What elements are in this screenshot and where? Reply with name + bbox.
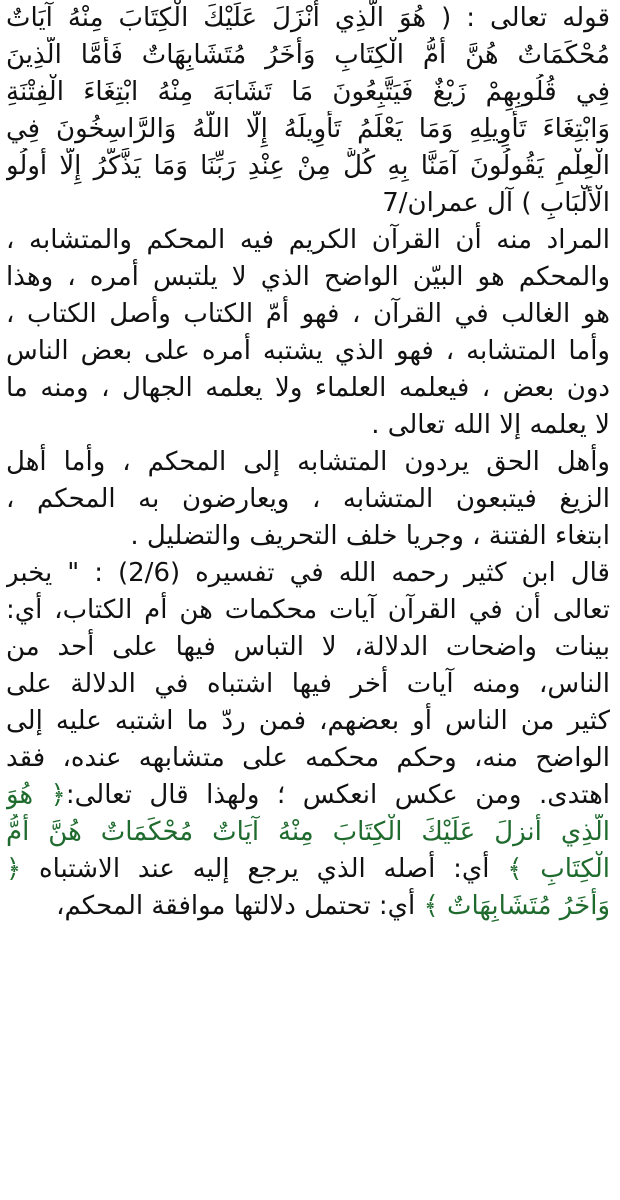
text-line: تعالى أن في القرآن آيات محكمات هن أم الكتاب، أي:: [6, 595, 610, 625]
text-line: الواضح منه، وحكم محكمه على متشابهه عنده، فقد: [6, 743, 610, 773]
quran-quote-paragraph: [6, 0, 610, 222]
text-line: [6, 888, 610, 925]
text-line: وَابْتِغَاءَ تَأْوِيلِهِ وَمَا يَعْلَمُ تَأْوِيلَهُ إِلَّا اللَّهُ وَالرَّاسِخُونَ فِي: [6, 114, 610, 144]
text-line: الْأَلْبَابِ ) آل عمران/7: [382, 188, 610, 218]
text-line: دون بعض ، فيعلمه العلماء ولا يعلمه الجهال ، ومنه ما: [6, 373, 610, 403]
text-line: فِي قُلُوبِهِمْ زَيْغٌ فَيَتَّبِعُونَ مَا تَشَابَهَ مِنْهُ ابْتِغَاءَ الْفِتْنَةِ: [6, 77, 610, 107]
text-line: ابتغاء الفتنة ، وجريا خلف التحريف والتضليل .: [130, 521, 610, 551]
text-line: هو الغالب في القرآن ، فهو أمّ الكتاب وأصل الكتاب ،: [6, 299, 610, 329]
line-text: اهتدى. ومن عكس انعكس ؛ ولهذا قال تعالى:: [65, 780, 610, 810]
explanation-paragraph: [6, 222, 610, 444]
line-text: أي: تحتمل دلالتها موافقة المحكم،: [56, 891, 424, 921]
text-line: قوله تعالى : ( هُوَ الَّذِي أَنْزَلَ عَلَيْكَ الْكِتَابَ مِنْهُ آيَاتٌ: [6, 3, 610, 33]
verse-quote-inline: ﴿ هُوَ: [6, 780, 66, 810]
text-line: وأهل الحق يردون المتشابه إلى المحكم ، وأما أهل: [6, 447, 610, 477]
text-line: مُحْكَمَاتٌ هُنَّ أُمُّ الْكِتَابِ وَأُخَرُ مُتَشَابِهَاتٌ فَأَمَّا الَّذِينَ: [6, 40, 610, 70]
verse-quote-inline: وَأُخَرُ مُتَشَابِهَاتٌ ﴾: [423, 891, 610, 921]
text-line: الْعِلْمِ يَقُولُونَ آمَنَّا بِهِ كُلٌّ مِنْ عِنْدِ رَبِّنَا وَمَا يَذَّكَّرُ إِلَّا أُولُو: [6, 151, 610, 181]
text-line: وأما المتشابه ، فهو الذي يشتبه أمره على بعض الناس: [6, 336, 610, 366]
text-line: الزيغ فيتبعون المتشابه ، ويعارضون به المحكم ،: [6, 484, 610, 514]
ibn-kathir-paragraph: [6, 555, 610, 925]
text-line: لا يعلمه إلا الله تعالى .: [371, 410, 610, 440]
verse-quote-inline: الْكِتَابِ ﴾: [507, 854, 610, 884]
text-line: بينات واضحات الدلالة، لا التباس فيها على أحد من: [6, 632, 610, 662]
text-line: [6, 777, 610, 814]
verse-open-bracket: ﴿: [6, 854, 22, 884]
text-line: قال ابن كثير رحمه الله في تفسيره (2/6) : " يخبر: [6, 558, 610, 588]
text-line: [6, 851, 610, 888]
text-line: المراد منه أن القرآن الكريم فيه المحكم والمتشابه ،: [6, 225, 610, 255]
people-of-truth-paragraph: [6, 444, 610, 555]
line-text: أي: أصله الذي يرجع إليه عند الاشتباه: [21, 854, 508, 884]
text-line: الناس، ومنه آيات أخر فيها اشتباه في الدلالة على: [6, 669, 610, 699]
verse-quote-line: الَّذِي أَنزلَ عَلَيْكَ الْكِتَابَ مِنْهُ آيَاتٌ مُحْكَمَاتٌ هُنَّ أُمُّ: [6, 817, 610, 847]
text-line: كثير من الناس أو بعضهم، فمن ردّ ما اشتبه عليه إلى: [6, 706, 610, 736]
text-line: والمحكم هو البيّن الواضح الذي لا يلتبس أمره ، وهذا: [6, 262, 610, 292]
